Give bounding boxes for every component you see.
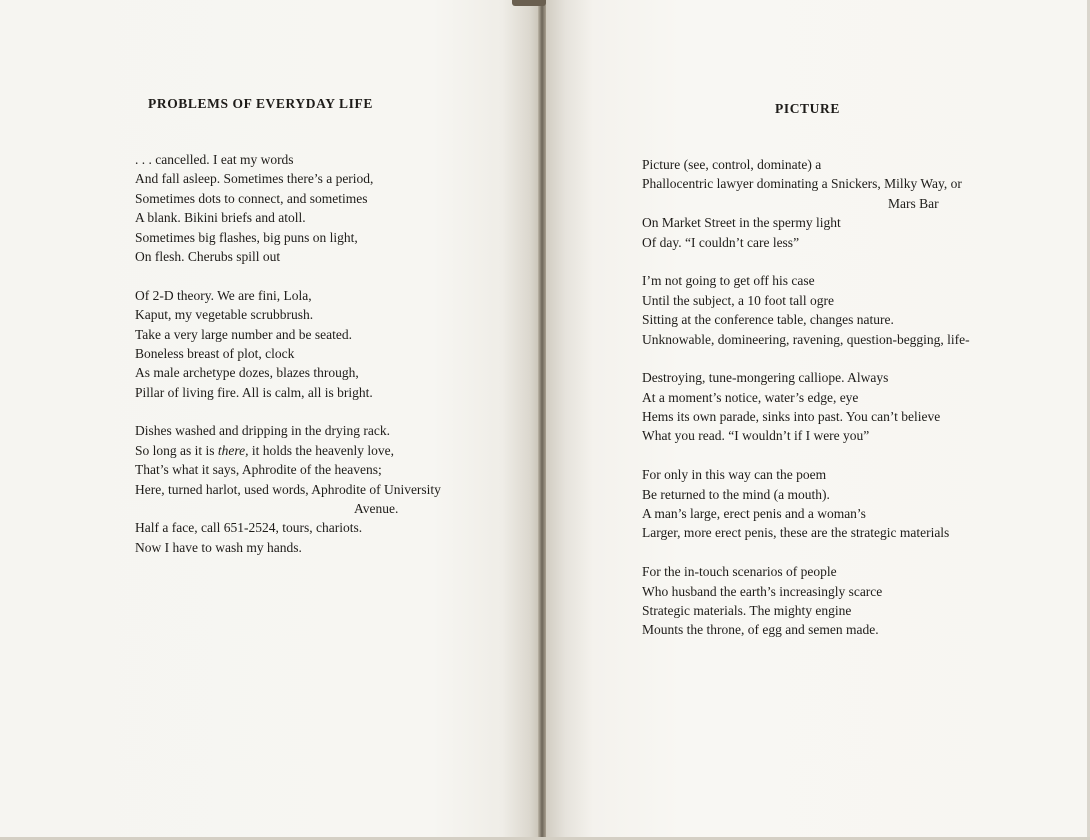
poem-line: Be returned to the mind (a mouth).	[642, 486, 830, 502]
poem-line: A man’s large, erect penis and a woman’s	[642, 506, 866, 522]
left-poem-body	[135, 150, 441, 557]
poem-line: Larger, more erect penis, these are the strategic materials	[642, 525, 950, 541]
poem-line: Boneless breast of plot, clock	[135, 345, 295, 361]
poem-line: On flesh. Cherubs spill out	[135, 248, 281, 264]
book-spine	[512, 0, 546, 6]
book-gutter	[538, 0, 546, 840]
poem-line: Kaput, my vegetable scrubbrush.	[135, 307, 314, 323]
poem-line: Of day. “I couldn’t care less”	[642, 234, 800, 250]
poem-line: Here, turned harlot, used words, Aphrodite of University	[135, 481, 441, 497]
poem-line: And fall asleep. Sometimes there’s a period,	[135, 171, 374, 187]
poem-line: Half a face, call 651-2524, tours, chariots.	[135, 520, 363, 536]
poem-line	[135, 441, 441, 460]
poem-line-continuation: Mars Bar	[888, 195, 939, 211]
poem-line: Now I have to wash my hands.	[135, 539, 302, 555]
poem-line: Sometimes dots to connect, and sometimes	[135, 190, 368, 206]
right-poem-title: PICTURE	[775, 101, 840, 116]
stanza-break	[642, 543, 970, 562]
poem-line: For the in-touch scenarios of people	[642, 564, 837, 580]
poem-line: Destroying, tune-mongering calliope. Always	[642, 370, 889, 386]
poem-line: Sometimes big flashes, big puns on light,	[135, 229, 358, 245]
poem-line: Unknowable, domineering, ravening, question-begging, life-	[642, 331, 970, 347]
poem-line: Mounts the throne, of egg and semen made.	[642, 622, 879, 638]
poem-line: Sitting at the conference table, changes nature.	[642, 312, 894, 328]
stanza-break	[642, 446, 970, 465]
poem-line: I’m not going to get off his case	[642, 273, 815, 289]
right-poem-body	[642, 155, 970, 640]
poem-line: Dishes washed and dripping in the drying rack.	[135, 423, 390, 439]
poem-line: As male archetype dozes, blazes through,	[135, 365, 359, 381]
poem-line: At a moment’s notice, water’s edge, eye	[642, 389, 859, 405]
stanza-break	[135, 266, 441, 285]
poem-line: Strategic materials. The mighty engine	[642, 602, 852, 618]
poem-line: A blank. Bikini briefs and atoll.	[135, 210, 306, 226]
poem-line: Hems its own parade, sinks into past. You can’t believe	[642, 409, 941, 425]
poem-line: On Market Street in the spermy light	[642, 215, 841, 231]
poem-line: Picture (see, control, dominate) a	[642, 157, 822, 172]
poem-line-end: it holds the heavenly love,	[248, 442, 394, 458]
left-poem-title: PROBLEMS OF EVERYDAY LIFE	[148, 96, 373, 111]
poem-line: Phallocentric lawyer dominating a Snickers, Milky Way, or	[642, 176, 962, 192]
poem-line: Of 2-D theory. We are fini, Lola,	[135, 287, 312, 303]
poem-line: That’s what it says, Aphrodite of the heavens;	[135, 462, 382, 478]
left-page	[0, 0, 540, 840]
poem-line-italic: there,	[217, 442, 249, 458]
stanza-break	[135, 402, 441, 421]
poem-line: Until the subject, a 10 foot tall ogre	[642, 292, 834, 308]
poem-line: . . . cancelled. I eat my words	[135, 152, 294, 167]
poem-line: What you read. “I wouldn’t if I were you”	[642, 428, 870, 444]
poem-line-continuation: Avenue.	[354, 501, 399, 517]
poem-line: For only in this way can the poem	[642, 467, 827, 483]
stanza-break	[642, 349, 970, 368]
poem-line: Pillar of living fire. All is calm, all is bright.	[135, 384, 373, 400]
poem-line-start: So long as it is	[135, 442, 218, 458]
poem-line: Take a very large number and be seated.	[135, 326, 352, 342]
stanza-break	[642, 252, 970, 271]
poem-line: Who husband the earth’s increasingly scarce	[642, 583, 883, 599]
